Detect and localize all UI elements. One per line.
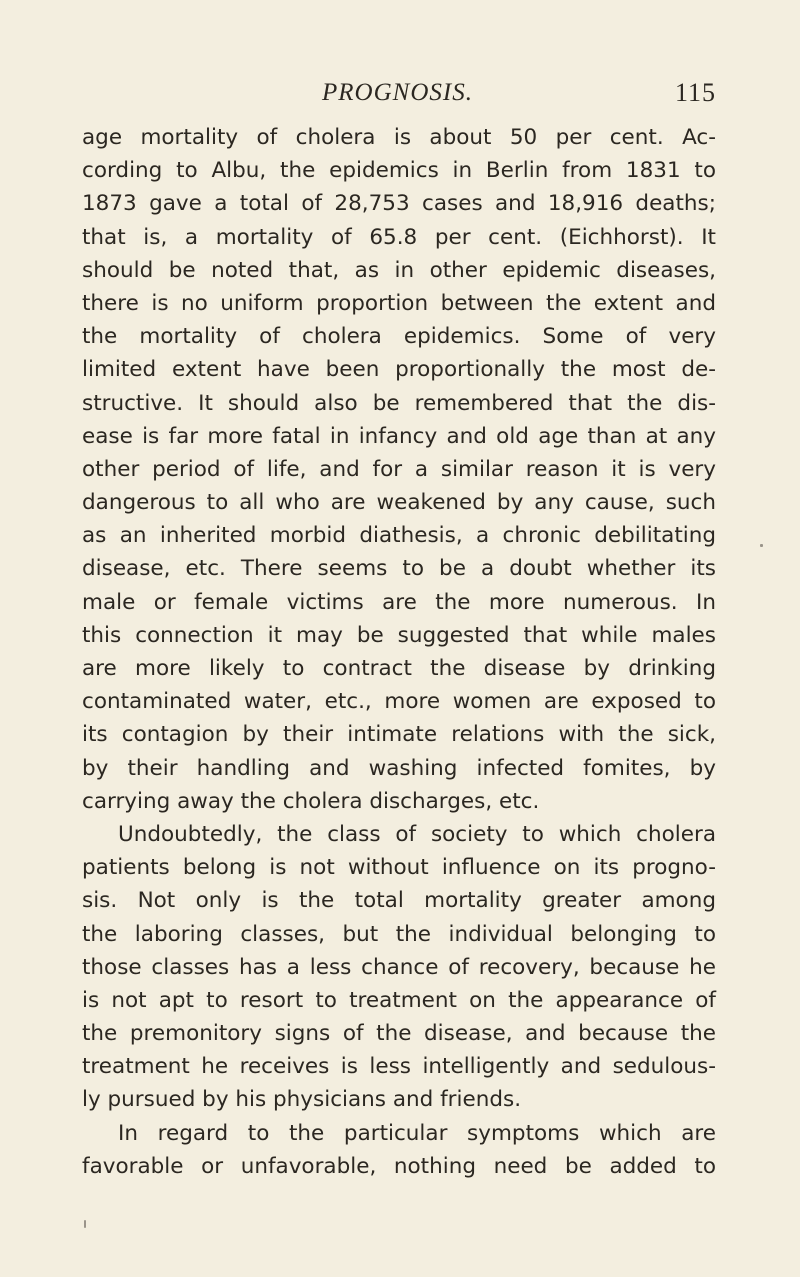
text-line: cording to Albu, the epidemics in Berlin from 1831 to [82,158,716,184]
text-line: Undoubtedly, the class of society to which cholera [118,821,716,847]
text-line: dangerous to all who are weakened by any cause, such [82,490,716,516]
page-number: 115 [674,78,716,107]
running-head: PROGNOSIS. [322,79,473,106]
margin-speck [760,544,763,547]
text-line: favorable or unfavorable, nothing need be added to [82,1153,716,1179]
text-line: its contagion by their intimate relations with the sick, [82,722,716,748]
text-line: this connection it may be suggested that while males [82,622,716,648]
text-line: In regard to the particular symptoms which are [118,1120,716,1146]
text-line: the laboring classes, but the individual belonging to [82,921,716,947]
text-line: 1873 gave a total of 28,753 cases and 18,916 deaths; [82,191,716,217]
text-line: that is, a mortality of 65.8 per cent. (Eichhorst). It [82,224,716,250]
text-line: ease is far more fatal in infancy and old age than at any [82,423,716,449]
text-line: age mortality of cholera is about 50 per cent. Ac- [82,125,716,150]
text-line: ly pursued by his physicians and friends. [82,1087,522,1113]
page-header [82,75,716,111]
text-line: disease, etc. There seems to be a doubt whether its [82,556,716,582]
text-line: those classes has a less chance of recovery, because he [82,954,716,980]
text-line: is not apt to resort to treatment on the appearance of [82,987,716,1013]
text-line: patients belong is not without influence on its progno- [82,855,716,881]
text-line: the premonitory signs of the disease, and because the [82,1021,716,1047]
text-line: sis. Not only is the total mortality greater among [82,888,716,914]
text-line: treatment he receives is less intelligently and sedulous- [82,1054,716,1080]
body-text [82,121,716,1183]
text-line: the mortality of cholera epidemics. Some of very [82,324,716,350]
text-line: male or female victims are the more numerous. In [82,589,716,615]
margin-speck [84,1220,86,1228]
text-line: as an inherited morbid diathesis, a chronic debilitating [82,523,716,549]
text-line: structive. It should also be remembered that the dis- [82,390,716,416]
text-line: contaminated water, etc., more women are exposed to [82,689,716,715]
text-line: are more likely to contract the disease by drinking [82,656,716,681]
text-line: should be noted that, as in other epidemic diseases, [82,257,716,283]
text-line: by their handling and washing infected fomites, by [82,755,716,781]
text-line: other period of life, and for a similar reason it is very [82,456,716,482]
text-line: carrying away the cholera discharges, etc. [82,788,540,814]
text-line: there is no uniform proportion between the extent and [82,290,716,316]
text-line: limited extent have been proportionally the most de- [82,357,716,383]
